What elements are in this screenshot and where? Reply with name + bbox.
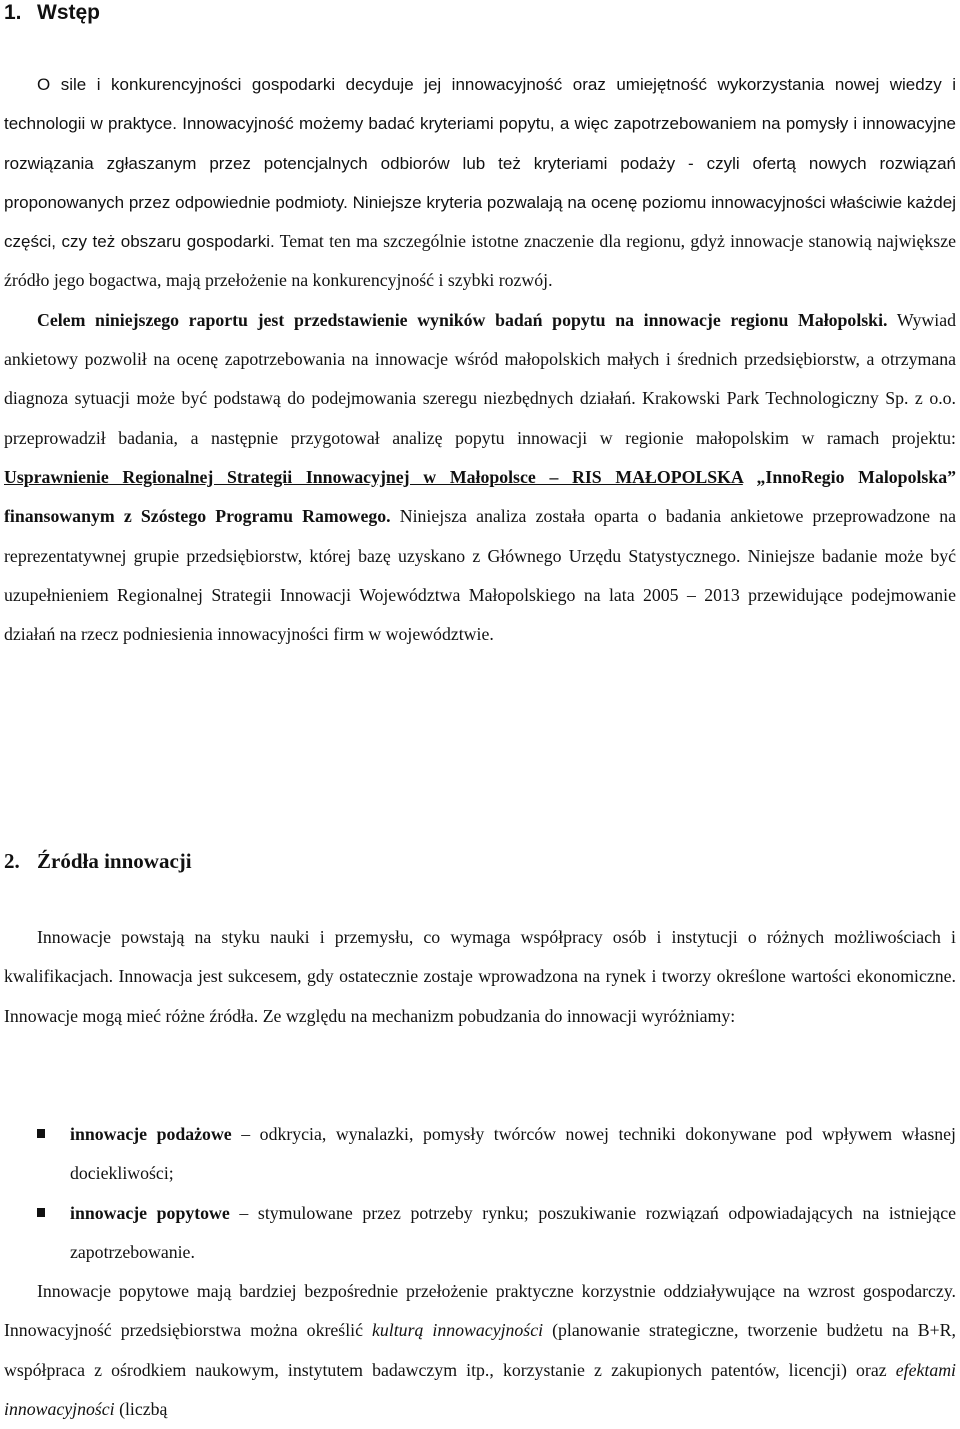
innovation-culture: kulturą innowacyjności [372,1320,544,1341]
list-item [36,1194,956,1273]
square-bullet-icon [37,1208,45,1217]
list-item-desc: – stymulowane przez potrzeby rynku; poszukiwanie rozwiązań odpowiadających na istniejące zapotrzebowanie. [70,1202,956,1262]
intro-sentence-3: Temat ten ma szczególnie istotne znaczenie dla regionu, gdyż innowacje stanowią największe źródło jego bogactwa, mają przełożenie na konkurencyjność i szybki rozwój. [4,231,956,291]
list-item [36,1115,956,1194]
demand-text-3: (liczbą [114,1398,168,1419]
demand-paragraph [4,1272,956,1429]
intro-paragraph [4,65,956,654]
list-item-term: innowacje podażowe [70,1124,232,1144]
list-item-desc: – odkrycia, wynalazki, pomysły twórców nowej techniki dokonywane pod wpływem własnej dociekliwości; [70,1124,956,1184]
innovation-effects: efektami innowacyjności [4,1359,956,1419]
demand-text-2: (planowanie strategiczne, tworzenie budżetu na B+R, współpraca z ośrodkiem naukowym, instytutem badawczym itp., korzystanie z zakupionych patentów, licencji) oraz [4,1320,956,1380]
section-title: Wstęp [37,1,100,24]
project-funding: „InnoRegio Malopolska” finansowanym z Szóstego Programu Ramowego. [4,466,956,527]
sources-text: Innowacje powstają na styku nauki i przemysłu, co wymaga współpracy osób i instytucji o różnych możliwościach i kwalifikacjach. Innowacja jest sukcesem, gdy ostatecznie zostaje wprowadzona na rynek i tworzy określone wartości ekonomiczne. Innowacje mogą mieć różne źródła. Ze względu na mechanizm pobudzania do innowacji wyróżniamy: [4,927,956,1026]
intro-sentence-1: O sile i konkurencyjności gospodarki decyduje jej innowacyjność oraz umiejętność wykorzystania nowej wiedzy i technologii w praktyce. [4,75,956,134]
intro-sentence-2: Innowacyjność możemy badać kryteriami popytu, a więc zapotrzebowaniem na pomysły i innowacyjne rozwiązania zgłaszanym przez potencjalnych odbiorów lub też kryteriami podaży - czyli ofertą nowych rozwiązań proponowanych przez odpowiednie podmioty. Niniejsze kryteria pozwalają na ocenę poziomu innowacyjności właściwie każdej części, czy też obszaru gospodarki. [4,114,956,252]
section-number: 1. [4,1,22,24]
section-heading-sources [4,846,192,876]
project-name: Usprawnienie Regionalnej Strategii Innowacyjnej w Małopolsce – RIS MAŁOPOLSKA [4,466,743,487]
innovation-types-list [36,1115,956,1272]
section-title: Źródła innowacji [37,849,192,873]
square-bullet-icon [37,1129,45,1138]
report-goal-bold: Celem niniejszego raportu jest przedstawienie wyników badań popytu na innowacje regionu Małopolski. [37,309,888,330]
survey-description: Wywiad ankietowy pozwolił na ocenę zapotrzebowania na innowacje wśród małopolskich małych i średnich przedsiębiorstw, a otrzymana diagnoza sytuacji może być podstawą do podejmowania szeregu niezbędnych działań. Krakowski Park Technologiczny Sp. z o.o. przeprowadził badania, a następnie przygotował analizę popytu innowacji w regionie małopolskim w ramach projektu: [4,309,956,448]
list-item-term: innowacje popytowe [70,1202,230,1223]
sources-paragraph [4,918,956,1036]
section-number: 2. [4,849,20,873]
analysis-description: Niniejsza analiza została oparta o badania ankietowe przeprowadzone na reprezentatywnej grupie przedsiębiorstw, której bazę uzyskano z Głównego Urzędu Statystycznego. Niniejsze badanie może być uzupełnieniem Regionalnej Strategii Innowacji Województwa Małopolskiego na lata 2005 – 2013 przewidujące podejmowanie działań na rzecz podniesienia innowacyjności firm w województwie. [4,506,956,645]
section-heading-intro [4,0,100,28]
demand-text-1: Innowacje popytowe mają bardziej bezpośrednie przełożenie praktyczne korzystnie oddziaływujące na wzrost gospodarczy. Innowacyjność przedsiębiorstwa można określić [4,1281,956,1341]
